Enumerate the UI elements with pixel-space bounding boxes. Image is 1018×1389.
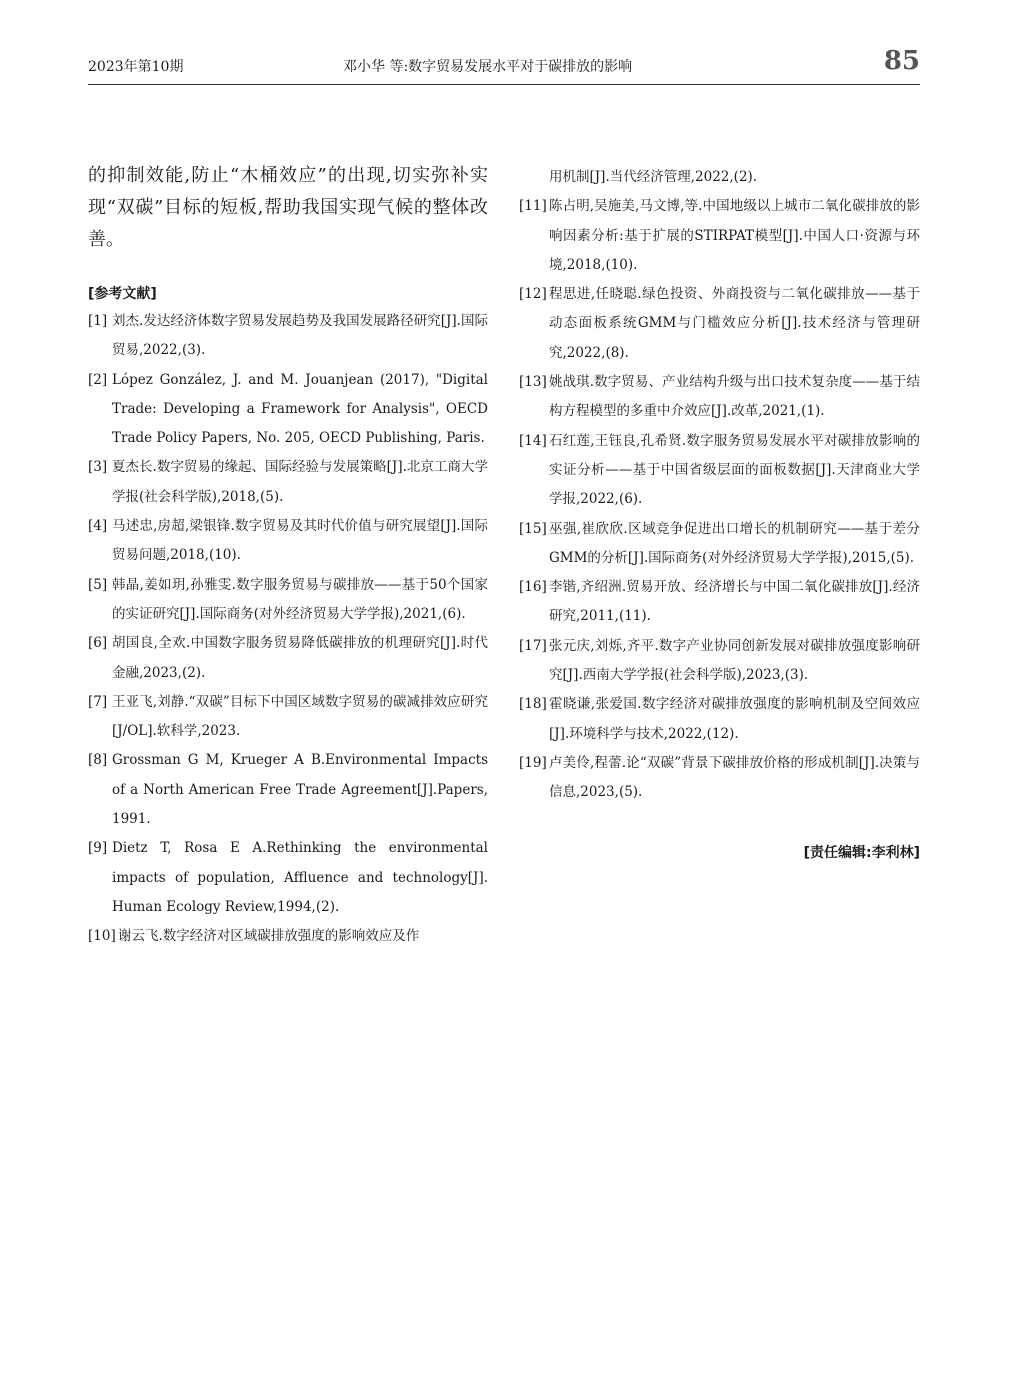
- reference-item: [519, 280, 920, 368]
- responsible-editor: [责任编辑:李利林]: [803, 844, 920, 861]
- reference-text: 夏杰长.数字贸易的缘起、国际经验与发展策略[J].北京工商大学学报(社会科学版),2018,(5).: [112, 459, 488, 505]
- reference-item: [88, 512, 488, 571]
- reference-number: [16]: [519, 579, 547, 596]
- reference-text: 胡国良,全欢.中国数字服务贸易降低碳排放的机理研究[J].时代金融,2023,(2).: [112, 635, 488, 681]
- reference-item: [519, 192, 920, 280]
- reference-number: [4]: [88, 518, 108, 535]
- reference-item: [88, 453, 488, 512]
- reference-number: [5]: [88, 576, 108, 593]
- reference-item: [88, 307, 488, 366]
- reference-text: 韩晶,姜如玥,孙雅雯.数字服务贸易与碳排放——基于50个国家的实证研究[J].国际商务(对外经济贸易大学学报),2021,(6).: [112, 576, 488, 622]
- reference-text: López González, J. and M. Jouanjean (2017), "Digital Trade: Developing a Framework for Analysis", OECD Trade Policy Papers, No. 205, OECD Publishing, Paris.: [112, 371, 488, 447]
- reference-number: [15]: [519, 520, 547, 537]
- reference-number: [8]: [88, 752, 108, 769]
- references-list-right: [519, 192, 920, 807]
- reference-number: [6]: [88, 635, 108, 652]
- reference-item: [519, 690, 920, 749]
- reference-number: [7]: [88, 693, 108, 710]
- reference-continuation: 用机制[J].当代经济管理,2022,(2).: [549, 169, 758, 185]
- running-title: 邓小华 等:数字贸易发展水平对于碳排放的影响: [343, 59, 633, 75]
- reference-text: 刘杰.发达经济体数字贸易发展趋势及我国发展路径研究[J].国际贸易,2022,(3).: [112, 313, 488, 359]
- references-heading: [参考文献]: [88, 286, 157, 302]
- right-column: [519, 163, 920, 868]
- reference-text: 姚战琪.数字贸易、产业结构升级与出口技术复杂度——基于结构方程模型的多重中介效应[J].改革,2021,(1).: [549, 374, 920, 420]
- reference-number: [17]: [519, 637, 547, 654]
- reference-item: [519, 368, 920, 427]
- reference-item: [519, 573, 920, 632]
- reference-item: [88, 834, 488, 922]
- reference-item: [88, 688, 488, 747]
- references-list-left: [88, 307, 488, 952]
- reference-item: [519, 515, 920, 574]
- reference-text: Dietz T, Rosa E A.Rethinking the environmental impacts of population, Affluence and technology[J]. Human Ecology Review,1994,(2).: [112, 840, 488, 915]
- reference-number: [12]: [519, 286, 547, 303]
- reference-item: [519, 427, 920, 515]
- reference-number: [19]: [519, 754, 547, 771]
- reference-number: [13]: [519, 374, 547, 391]
- reference-number: [14]: [519, 432, 547, 449]
- reference-text: 霍晓谦,张爱国.数字经济对碳排放强度的影响机制及空间效应[J].环境科学与技术,2022,(12).: [549, 696, 920, 742]
- reference-text: 卢美伶,程蕾.论“双碳”背景下碳排放价格的形成机制[J].决策与信息,2023,(5).: [549, 754, 920, 801]
- reference-item: [88, 746, 488, 834]
- reference-number: [2]: [88, 371, 108, 388]
- reference-text: Grossman G M, Krueger A B.Environmental Impacts of a North American Free Trade Agreement[J].Papers, 1991.: [112, 752, 488, 828]
- reference-number: [10]: [88, 928, 116, 945]
- reference-number: [3]: [88, 459, 108, 476]
- reference-item: [88, 922, 488, 951]
- reference-text: 程思进,任晓聪.绿色投资、外商投资与二氧化碳排放——基于动态面板系统GMM与门槛效应分析[J].技术经济与管理研究,2022,(8).: [549, 286, 920, 361]
- issue-label: 2023年第10期: [88, 59, 184, 75]
- reference-text: 王亚飞,刘静.“双碳”目标下中国区域数字贸易的碳减排效应研究[J/OL].软科学,2023.: [112, 693, 488, 740]
- left-column: [88, 160, 488, 952]
- reference-item: [519, 632, 920, 691]
- reference-number: [18]: [519, 696, 547, 713]
- page-number: 85: [883, 46, 920, 76]
- reference-number: [11]: [519, 198, 547, 215]
- reference-number: [9]: [88, 840, 108, 857]
- reference-text: 张元庆,刘烁,齐平.数字产业协同创新发展对碳排放强度影响研究[J].西南大学学报(社会科学版),2023,(3).: [549, 637, 920, 684]
- reference-number: [1]: [88, 313, 108, 329]
- editor-block: [519, 808, 920, 868]
- reference-item: [88, 629, 488, 688]
- reference-text: 李锴,齐绍洲.贸易开放、经济增长与中国二氧化碳排放[J].经济研究,2011,(11).: [549, 579, 920, 625]
- reference-text: 谢云飞.数字经济对区域碳排放强度的影响效应及作: [118, 928, 420, 945]
- reference-text: 陈占明,吴施美,马文博,等.中国地级以上城市二氧化碳排放的影响因素分析:基于扩展的STIRPAT模型[J].中国人口·资源与环境,2018,(10).: [549, 198, 920, 273]
- reference-text: 马述忠,房超,梁银锋.数字贸易及其时代价值与研究展望[J].国际贸易问题,2018,(10).: [112, 518, 488, 564]
- reference-item: [519, 749, 920, 808]
- reference-item: [88, 366, 488, 454]
- reference-text: 巫强,崔欣欣.区域竞争促进出口增长的机制研究——基于差分GMM的分析[J].国际商务(对外经济贸易大学学报),2015,(5).: [549, 520, 920, 566]
- reference-text: 石红莲,王钰良,孔希贤.数字服务贸易发展水平对碳排放影响的实证分析——基于中国省级层面的面板数据[J].天津商业大学学报,2022,(6).: [549, 432, 920, 508]
- body-paragraph: 的抑制效能,防止“木桶效应”的出现,切实弥补实现“双碳”目标的短板,帮助我国实现气候的整体改善。: [88, 165, 488, 250]
- reference-item: [88, 571, 488, 630]
- running-header: [88, 44, 920, 85]
